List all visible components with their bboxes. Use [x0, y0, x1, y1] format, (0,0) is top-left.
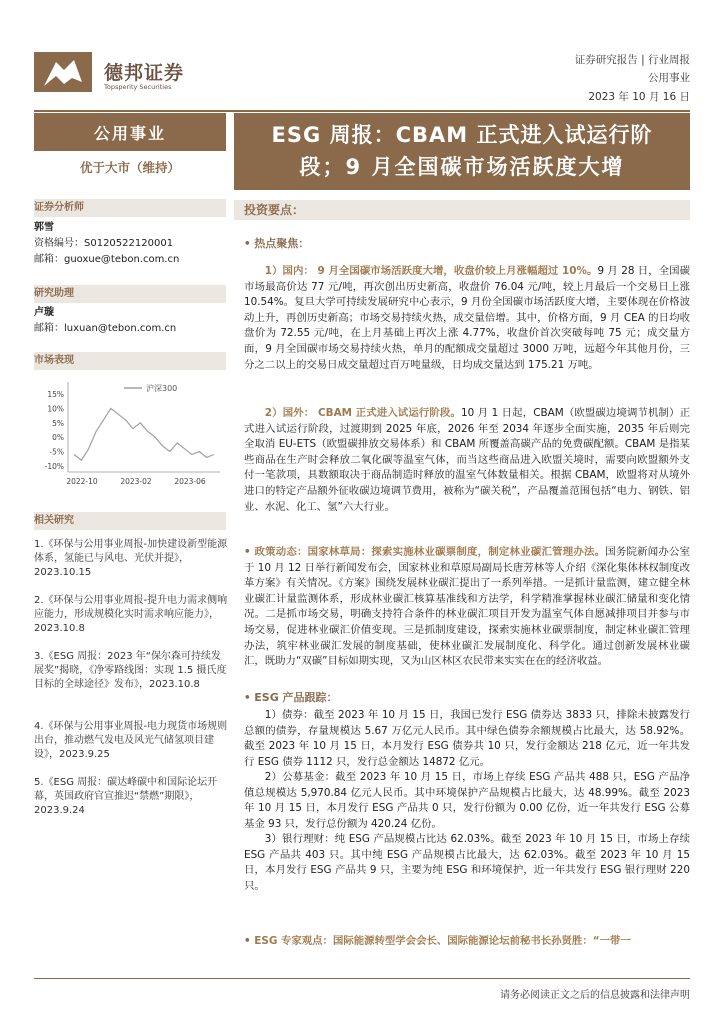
- related-item[interactable]: 5.《ESG 周报：碳达峰碳中和国际论坛开幕，英国政府官宣推迟“禁燃”期限》，2023.9.24: [34, 777, 218, 816]
- y-tick-label: 15%: [47, 390, 64, 399]
- fund-paragraph: 2）公募基金：截至 2023 年 10 月 15 日，市场上存续 ESG 产品共 488 只，ESG 产品净值总规模达 5,970.84 亿元人民币。其中环境保护产品规模占比最大，达 48.99%。截至 2023 年 10 月 15 日，本月发行 ESG 产品共 0 只，发行份额为 0.00 亿份，近一年共发行 ESG 公募基金 93 只，发行总份额为 420.24 亿份。: [244, 771, 690, 830]
- report-type: 证券研究报告 | 行业周报: [574, 54, 690, 66]
- title-line-2: 段；9 月全国碳市场活跃度大增: [299, 155, 625, 179]
- y-tick-label: -5%: [49, 447, 64, 457]
- y-tick-label: 0%: [52, 433, 64, 443]
- y-tick-label: -10%: [44, 462, 64, 471]
- analyst-cert: 资格编号：S0120522120001: [34, 238, 174, 249]
- y-tick-label: 10%: [47, 404, 64, 414]
- bond-paragraph: 1）债券：截至 2023 年 10 月 15 日，我国已发行 ESG 债券达 3833 只，排除未披露发行总额的债券，存量规模达 5.67 万亿元人民币。其中绿色债券余额规模占比最大，达 58.92%。截至 2023 年 10 月 15 日，本月发行 ESG 债券共 10 只，发行金额达 218 亿元，近一年共发行 ESG 债券 1112 只，发行总金额达 14872 亿元。: [244, 709, 690, 768]
- related-heading: 相关研究: [34, 512, 226, 530]
- bank-paragraph: 3）银行理财：纯 ESG 产品规模占比达 62.03%。截至 2023 年 10 月 15 日，市场上存续 ESG 产品共 403 只。其中纯 ESG 产品规模占比最大，达 62.03%。截至 2023 年 10 月 15 日，本月发行 ESG 产品共 9 只，主要为纯 ESG 和环境保护，近一年共发行 ESG 银行理财 220 只。: [244, 833, 690, 892]
- hot-topic-heading: • 热点聚焦：: [244, 237, 310, 250]
- analyst-heading: 证券分析师: [34, 199, 226, 217]
- x-tick-label: 2023-02: [120, 477, 152, 486]
- sector-label: 公用事业: [34, 113, 226, 151]
- related-item[interactable]: 4.《环保与公用事业周报-电力现货市场规则出台，推动燃气发电及风光气储氢项目建设》，2023.9.25: [34, 721, 228, 760]
- series-line: [74, 408, 214, 460]
- esg-product-heading: • ESG 产品跟踪：: [244, 691, 338, 704]
- assistant-email[interactable]: 邮箱：luxuan@tebon.com.cn: [34, 323, 177, 334]
- x-tick-label: 2023-06: [174, 477, 206, 486]
- market-heading: 市场表现: [34, 352, 226, 370]
- logo-text: 德邦证券: [104, 62, 185, 84]
- y-tick-label: 5%: [52, 418, 64, 428]
- analyst-name: 郭雪: [34, 222, 54, 233]
- related-item[interactable]: 2.《环保与公用事业周报-提升电力需求侧响应能力，形成规模化实时需求响应能力》，2023.10.8: [34, 595, 228, 634]
- report-title: [234, 113, 690, 190]
- title-line-1: ESG 周报：CBAM 正式进入试运行阶: [271, 123, 653, 147]
- domestic-paragraph: 1）国内： 9 月全国碳市场活跃度大增，收盘价较上月涨幅超过 10%。9 月 28 日，全国碳市场最高价达 77 元/吨，再次创出历史新高，收盘价 76.04 元/吨，较上月最后一个交易日上涨 10.54%。复旦大学可持续发展研究中心表示，9 月份全国碳市场活跃度大增，主要体现在价格波动上升，再创历史新高；市场交易持续火热，成交量倍增。其中，价格方面，9 月 CEA 的日均收盘价为 72.55 元/吨，在上月基础上再次上涨 4.77%，收盘价首次突破每吨 75 元；成交量方面，9 月全国碳市场交易持续火热，单月的配额成交量超过 3000 万吨，远超今年其他月份，三分之二以上的交易日成交量超过百万吨量级，日均成交量达到 175.21 万吨。: [244, 265, 690, 371]
- assistant-heading: 研究助理: [34, 285, 226, 303]
- footer-divider: [34, 978, 690, 979]
- related-item[interactable]: 3.《ESG 周报：2023 年“保尔森可持续发展奖”揭晓，《净零路线图：实现 1.5 摄氏度目标的全球途径》发布》，2023.10.8: [34, 651, 227, 690]
- expert-heading: • ESG 专家观点：国际能源转型学会会长、国际能源论坛前秘书长孙贤胜：“一带一: [244, 935, 631, 947]
- related-item[interactable]: 1.《环保与公用事业周报-加快建设新型能源体系，氢能已与风电、光伏并提》，2023.10.15: [34, 539, 228, 578]
- related-list: [34, 538, 228, 832]
- analyst-email[interactable]: 邮箱：guoxue@tebon.com.cn: [34, 254, 180, 265]
- logo-icon: [34, 52, 92, 92]
- legend-label: 沪深300: [146, 384, 178, 393]
- rating-label: 优于大市（维持）: [79, 160, 180, 175]
- invest-heading: 投资要点：: [234, 200, 690, 220]
- policy-paragraph: • 政策动态：国家林草局：探索实施林业碳票制度，制定林业碳汇管理办法。国务院新闻办公室于 10 月 12 日举行新闻发布会，国家林业和草原局副局长唐芳林等人介绍《深化集体林权制度改革方案》有关情况。《方案》围绕发展林业碳汇提出了一系列举措。一是抓计量监测，建立健全林业碳汇计量监测体系，形成林业碳汇核算基准线和方法学，科学精准掌握林业碳汇储量和变化情况。二是抓市场交易，明确支持符合条件的林业碳汇项目开发为温室气体自愿减排项目并参与市场交易，促进林业碳汇价值变现。三是抓制度建设，探索实施林业碳票制度，制定林业碳汇管理办法，筑牢林业碳汇发展的制度基础，使林业碳汇发展制度化、科学化。通过创新发展林业碳汇，既助力“双碳”目标如期实现，又为山区林区农民带来实实在在的经济收益。: [244, 546, 690, 668]
- foreign-paragraph: 2）国外： CBAM 正式进入试运行阶段。10 月 1 日起，CBAM（欧盟碳边境调节机制）正式进入试运行阶段，过渡期到 2025 年底，2026 年至 2034 年逐步全面实施，2035 年后则完全取消 EU-ETS（欧盟碳排放交易体系）和 CBAM 所覆盖高碳产品的免费碳配额。CBAM 是指某些商品在生产时会释放二氧化碳等温室气体，而当这些商品进入欧盟关境时，需要向欧盟额外支付一笔款项，具数额取决于商品制造时释放的温室气体数量相关。根据 CBAM，欧盟将对从境外进口的特定产品额外征收碳边境调节费用，被称为“碳关税”，产品覆盖范围包括“电力、钢铁、铝业、水泥、化工、氢”六大行业。: [244, 407, 690, 513]
- assistant-name: 卢璇: [34, 307, 54, 318]
- market-chart: [34, 378, 230, 498]
- x-tick-label: 2022-10: [66, 477, 98, 486]
- header-divider: [34, 110, 690, 112]
- logo-subtext: Topsperity Securities: [104, 83, 172, 91]
- footer-disclaimer[interactable]: 请务必阅读正文之后的信息披露和法律声明: [500, 990, 690, 1001]
- report-industry: 公用事业: [648, 72, 690, 84]
- report-date: 2023 年 10 月 16 日: [588, 91, 690, 103]
